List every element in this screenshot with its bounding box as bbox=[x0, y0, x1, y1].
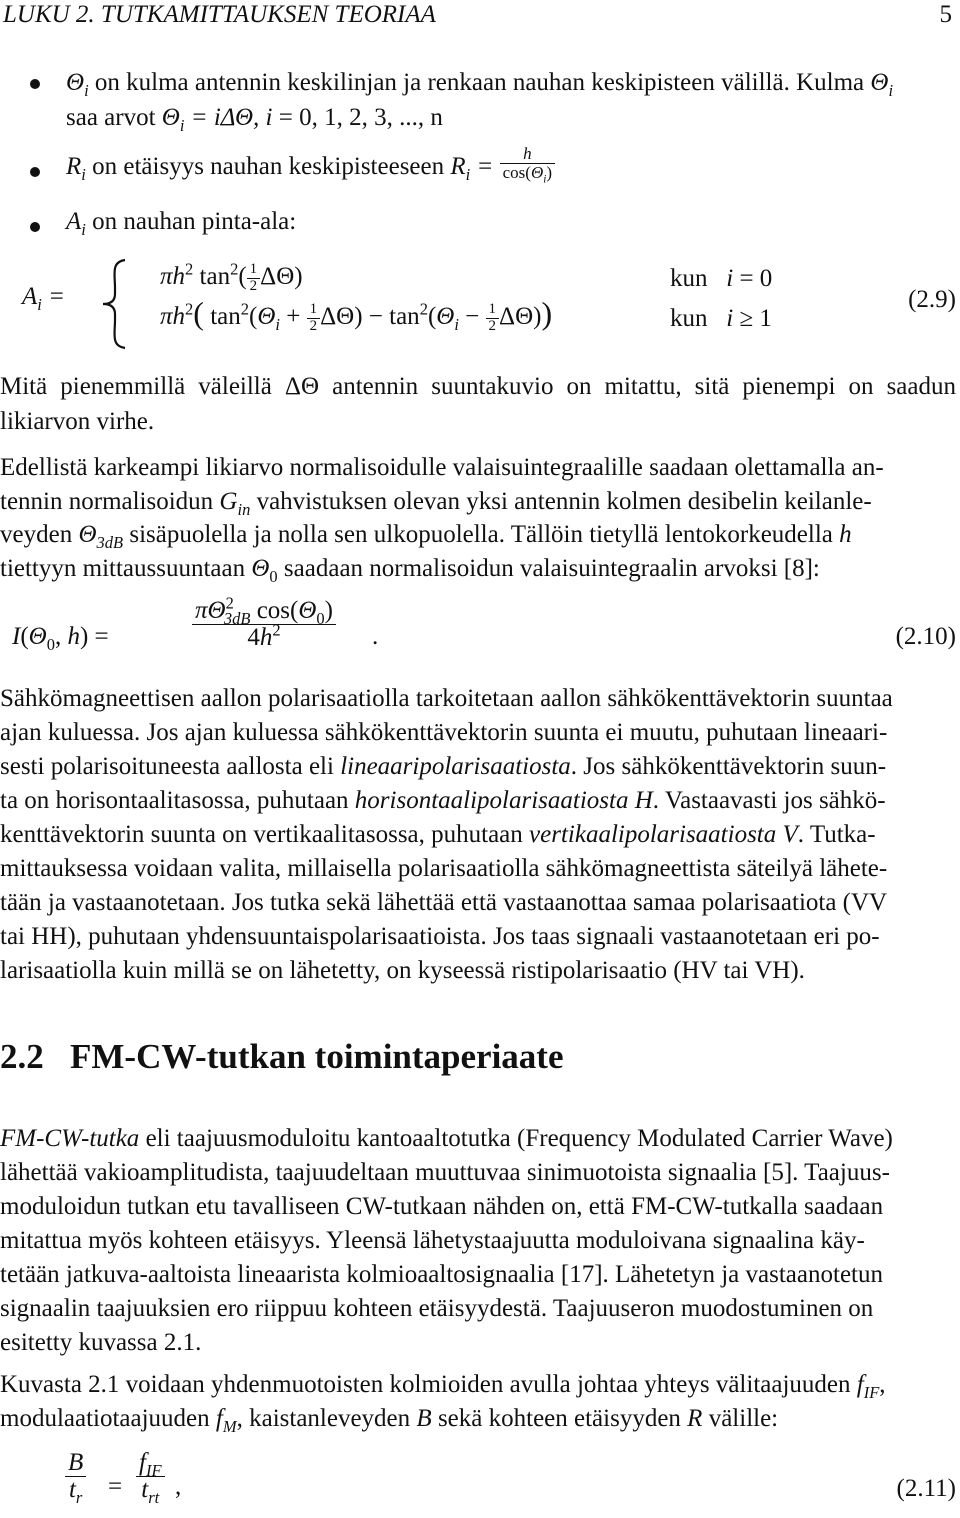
math-values: = 0, 1, 2, 3, ..., n bbox=[278, 104, 443, 131]
bullet-item-distance bbox=[66, 143, 956, 186]
text-line: sesti polarisoituneesta aallosta eli lineaaripolarisaatiosta. Jos sähkökenttävektorin suun- bbox=[0, 753, 887, 780]
section-number: 2.2 bbox=[0, 1037, 44, 1076]
bullet-dot bbox=[30, 222, 40, 232]
equation-number: (2.10) bbox=[895, 623, 956, 650]
text-line: tennin normalisoidun $G_{in}$ vahvistuksen olevan yksi antennin kolmen desibelin keilanle- bbox=[0, 488, 872, 519]
equation-number: (2.11) bbox=[896, 1475, 956, 1502]
fraction: $f_{IF}$ $t_{rt}$ bbox=[136, 1450, 165, 1504]
bullet-text: on etäisyys nauhan keskipisteeseen bbox=[92, 153, 445, 180]
math-inline: $R_i$ bbox=[66, 153, 86, 184]
paragraph: Mitä pienemmillä väleillä ΔΘ antennin suuntakuvio on mitattu, sitä pienempi on saadun likiarvon virhe. bbox=[0, 373, 956, 435]
text-line: Kuvasta 2.1 voidaan yhdenmuotoisten kolmioiden avulla johtaa yhteys välitaajuuden $f_{IF}$, bbox=[0, 1371, 886, 1402]
text-line: lähettää vakioamplitudista, taajuudeltaan muuttuvaa sinimuotoista signaalia [5]. Taajuus- bbox=[0, 1159, 890, 1186]
text-line: tai HH), puhutaan yhdensuuntaispolarisaatioista. Jos taas signaali vastaanotetaan eri po- bbox=[0, 923, 880, 950]
eq-case-1: $\pi h^2$ $\tan^2$( $\frac{1}{2}$ ΔΘ) bbox=[160, 259, 303, 294]
math-inline: $\Theta_i = i\Delta\Theta$, i bbox=[161, 104, 273, 135]
text-line: tiettyyn mittaussuuntaan $\Theta_0$ saadaan normalisoidun valaisuintegraalin arvoksi [8]: bbox=[0, 555, 820, 586]
text-line: esitetty kuvassa 2.1. bbox=[0, 1329, 202, 1356]
left-brace-icon bbox=[95, 258, 135, 350]
fraction: $\frac{\pi\Theta^2_{3dB} \cos(\Theta_0)}{4h^2}$ bbox=[192, 598, 336, 652]
fraction: $\frac{B}{t_r}$ bbox=[65, 1450, 86, 1504]
bullet-item-theta bbox=[66, 66, 956, 101]
bullet-text: saa arvot bbox=[66, 104, 156, 131]
text-line: tään ja vastaanotetaan. Jos tutka sekä lähettää että vastaanottaa samaa polarisaatiota (VV bbox=[0, 889, 888, 916]
bullet-text: on kulma antennin keskilinjan ja renkaan nauhan keskipisteen välillä. Kulma bbox=[94, 69, 865, 96]
eq-lhs: $A_i$ = bbox=[22, 283, 65, 314]
text-line: Sähkömagneettisen aallon polarisaatiolla tarkoitetaan aallon sähkökenttävektorin suuntaa bbox=[0, 685, 893, 712]
math-inline: $\Theta_i$ bbox=[66, 69, 89, 100]
chapter-title: LUKU 2. TUTKAMITTAUKSEN TEORIAA bbox=[3, 1, 436, 28]
text-line: moduloidun tutkan etu tavalliseen CW-tutkaan nähden on, että FM-CW-tutkalla saadaan bbox=[0, 1193, 884, 1220]
text-line: kenttävektorin suunta on vertikaalitasossa, puhutaan vertikaalipolarisaatiosta V. Tutka- bbox=[0, 821, 876, 848]
bullet-item-theta-cont bbox=[66, 101, 956, 136]
text-line: signaalin taajuuksien ero riippuu kohteen etäisyydestä. Taajuuseron muodostuminen on bbox=[0, 1295, 874, 1322]
eq-case-2: $\pi h^2$( $\tan^2(\Theta_i$ + $\frac{1}{2}$ $\Delta\Theta) - \tan^2(\Theta_i$ − $\frac{1}{2}$ ΔΘ)) bbox=[160, 295, 553, 334]
fraction: $\frac{h}{\cos(\Theta_i)}$ bbox=[500, 145, 555, 182]
bullet-dot bbox=[30, 79, 40, 89]
bullet-text: on nauhan pinta-ala: bbox=[92, 208, 297, 235]
text-line: larisaatiolla kuin millä se on lähetetty, on kyseessä ristipolarisaatio (HV tai VH). bbox=[0, 957, 805, 984]
math-inline: $R_i$ = bbox=[450, 153, 494, 184]
page-number: 5 bbox=[939, 1, 952, 28]
text-line: mitattua myös kohteen etäisyys. Yleensä lähetystaajuutta moduloivana signaalina käy- bbox=[0, 1227, 865, 1254]
eq-cond-1: kun i = 0 bbox=[670, 265, 773, 292]
text-line: mittauksessa voidaan valita, millaisella polarisaatiolla sähkömagneettista säteilyä lähete- bbox=[0, 855, 888, 882]
text-line: ta on horisontaalitasossa, puhutaan horisontaalipolarisaatiosta H. Vastaavasti jos sähkö- bbox=[0, 787, 886, 814]
eq-lhs: $I(\Theta_0$, h) = bbox=[12, 623, 109, 654]
section-title: FM-CW-tutkan toimintaperiaate bbox=[70, 1037, 564, 1076]
text-line: veyden $\Theta_{3dB}$ sisäpuolella ja nolla sen ulkopuolella. Tällöin tietyllä lentokorkeudella h bbox=[0, 521, 852, 552]
running-header bbox=[0, 0, 960, 36]
math-inline: $\Theta_i$ bbox=[870, 69, 894, 100]
section-heading bbox=[0, 1033, 564, 1081]
bullet-dot bbox=[30, 167, 40, 177]
eq-cond-2: kun i ≥ 1 bbox=[670, 305, 772, 332]
text-line: Edellistä karkeampi likiarvo normalisoidulle valaisuintegraalille saadaan olettamalla an- bbox=[0, 454, 884, 481]
equation-number: (2.9) bbox=[908, 286, 956, 313]
text-line: modulaatiotaajuuden $f_M$, kaistanleveyden B sekä kohteen etäisyyden R välille: bbox=[0, 1405, 779, 1436]
text-line: tetään jatkuva-aaltoista lineaarista kolmioaaltosignaalia [17]. Lähetetyn ja vastaanotetun bbox=[0, 1261, 883, 1288]
bullet-item-area bbox=[66, 205, 956, 240]
text-line: FM-CW-tutka eli taajuusmoduloitu kantoaaltotutka (Frequency Modulated Carrier Wave) bbox=[0, 1125, 893, 1152]
text-line: ajan kuluessa. Jos ajan kuluessa sähkökenttävektorin suunta ei muutu, puhutaan lineaari- bbox=[0, 719, 888, 746]
math-inline: $A_i$ bbox=[66, 208, 86, 239]
